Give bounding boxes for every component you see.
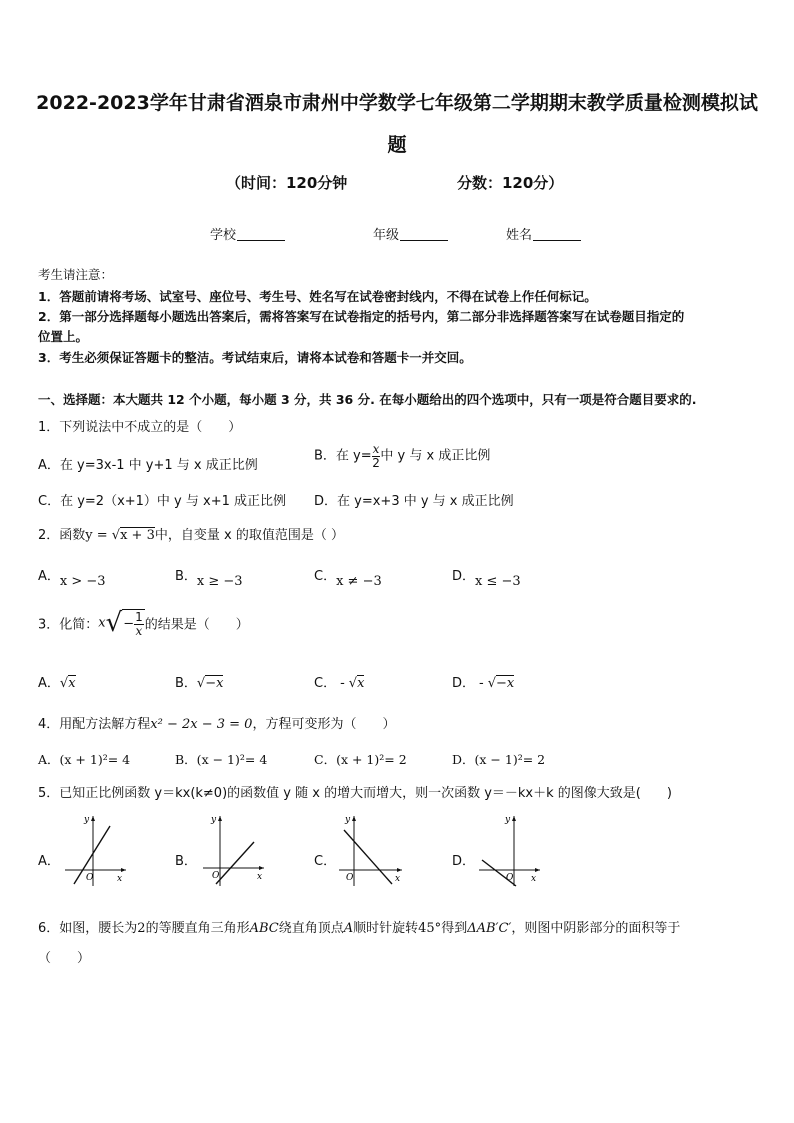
y-axis-label: y bbox=[84, 815, 90, 825]
q2-option-b[interactable]: B．x ≥ −3 bbox=[175, 569, 243, 589]
q2-expr: y = bbox=[85, 528, 112, 543]
notice-item: 3．考生必须保证答题卡的整洁。考试结束后，请将本试卷和答题卡一并交回。 bbox=[38, 350, 472, 365]
q4-equation: x² − 2x − 3 = 0 bbox=[150, 717, 253, 732]
q1-b-suffix: 中 y 与 x 成正比例 bbox=[380, 448, 491, 464]
q4-option-b[interactable]: B．(x − 1)²= 4 bbox=[175, 752, 268, 767]
y-axis-label: y bbox=[505, 815, 511, 825]
grade-field[interactable] bbox=[373, 224, 448, 243]
q3-stem: 3．化简：x√− $\frac{1}{x}$ 的结果是（ ） bbox=[38, 608, 249, 638]
notice-heading: 考生请注意： bbox=[38, 267, 114, 282]
q5-graph-d[interactable] bbox=[474, 812, 544, 888]
q1-b-prefix: B．在 y= bbox=[314, 448, 372, 464]
exam-score: 分数：120分） bbox=[457, 174, 564, 192]
q5-option-a-label[interactable]: A． bbox=[38, 854, 60, 869]
q1-option-c[interactable]: C．在 y=2（x+1）中 y 与 x+1 成正比例 bbox=[38, 494, 287, 509]
q4-option-c[interactable]: C．(x + 1)²= 2 bbox=[314, 752, 407, 767]
grade-label: 年级 bbox=[373, 228, 400, 243]
q2-option-c[interactable]: C．x ≠ −3 bbox=[314, 569, 382, 589]
origin-label: O bbox=[86, 873, 94, 883]
q3-option-d[interactable]: D． - √−x bbox=[452, 676, 515, 691]
q3-option-c[interactable]: C． - √x bbox=[314, 676, 365, 691]
q1-b-fraction: $\frac{x}{2}$ bbox=[372, 442, 380, 470]
q2-option-d[interactable]: D．x ≤ −3 bbox=[452, 569, 521, 589]
q2-option-a[interactable]: A．x > −3 bbox=[38, 569, 106, 589]
page-title-cont: 题 bbox=[387, 134, 407, 156]
q1-option-a[interactable]: A．在 y=3x-1 中 y+1 与 x 成正比例 bbox=[38, 458, 258, 473]
origin-label: O bbox=[506, 873, 514, 883]
x-axis-label: x bbox=[395, 874, 401, 884]
x-axis-label: x bbox=[531, 874, 537, 884]
q5-graph-c[interactable] bbox=[334, 812, 406, 888]
school-blank[interactable] bbox=[237, 228, 285, 241]
x-axis-label: x bbox=[257, 872, 263, 882]
q1-option-b[interactable] bbox=[314, 443, 490, 469]
q6-stem: 6．如图，腰长为2的等腰直角三角形ABC绕直角顶点A顺时针旋转45°得到ΔAB′C′，则图中阴影部分的面积等于 bbox=[38, 921, 681, 936]
notice-item: 1．答题前请将考场、试室号、座位号、考生号、姓名写在试卷密封线内，不得在试卷上作任何标记。 bbox=[38, 289, 597, 304]
page-title: 2022-2023学年甘肃省酒泉市肃州中学数学七年级第二学期期末教学质量检测模拟试 bbox=[36, 92, 758, 114]
y-axis-label: y bbox=[345, 815, 351, 825]
q4-option-d[interactable]: D．(x − 1)²= 2 bbox=[452, 752, 546, 767]
q5-graph-b[interactable] bbox=[198, 812, 268, 888]
q5-graph-a[interactable] bbox=[60, 812, 130, 888]
section-heading: 一、选择题：本大题共 12 个小题，每小题 3 分，共 36 分. 在每小题给出的四个选项中，只有一项是符合题目要求的. bbox=[38, 392, 697, 407]
q1-stem: 1．下列说法中不成立的是（ ） bbox=[38, 420, 242, 435]
notice-item: 位置上。 bbox=[38, 329, 89, 344]
q5-option-b-label[interactable]: B． bbox=[175, 854, 197, 869]
school-field[interactable] bbox=[210, 224, 285, 243]
q3-option-a[interactable]: A．√x bbox=[38, 676, 76, 691]
name-blank[interactable] bbox=[533, 228, 581, 241]
q2-stem: 2．函数y = √x + 3中，自变量 x 的取值范围是（ ） bbox=[38, 528, 344, 543]
q5-option-c-label[interactable]: C． bbox=[314, 854, 337, 869]
name-label: 姓名 bbox=[506, 228, 533, 243]
q4-stem: 4．用配方法解方程x² − 2x − 3 = 0，方程可变形为（ ） bbox=[38, 717, 396, 732]
origin-label: O bbox=[212, 871, 220, 881]
notice-item: 2．第一部分选择题每小题选出答案后，需将答案写在试卷指定的括号内，第二部分非选择题答案写在试卷题目指定的 bbox=[38, 309, 685, 324]
q6-answer-blank: （ ） bbox=[38, 951, 91, 966]
q3-option-b[interactable]: B．√−x bbox=[175, 676, 224, 691]
q5-stem: 5．已知正比例函数 y＝kx(k≠0)的函数值 y 随 x 的增大而增大，则一次函数 y＝－kx＋k 的图像大致是( ) bbox=[38, 786, 672, 801]
exam-time: （时间：120分钟 bbox=[226, 174, 348, 192]
q1-option-d[interactable]: D．在 y=x+3 中 y 与 x 成正比例 bbox=[314, 494, 514, 509]
name-field[interactable] bbox=[506, 224, 581, 243]
y-axis-label: y bbox=[211, 815, 217, 825]
school-label: 学校 bbox=[210, 228, 237, 243]
grade-blank[interactable] bbox=[400, 228, 448, 241]
q5-option-d-label[interactable]: D． bbox=[452, 854, 476, 869]
q2-radicand: x + 3 bbox=[120, 528, 155, 543]
q4-option-a[interactable]: A．(x + 1)²= 4 bbox=[38, 752, 131, 767]
x-axis-label: x bbox=[117, 874, 123, 884]
origin-label: O bbox=[346, 873, 354, 883]
